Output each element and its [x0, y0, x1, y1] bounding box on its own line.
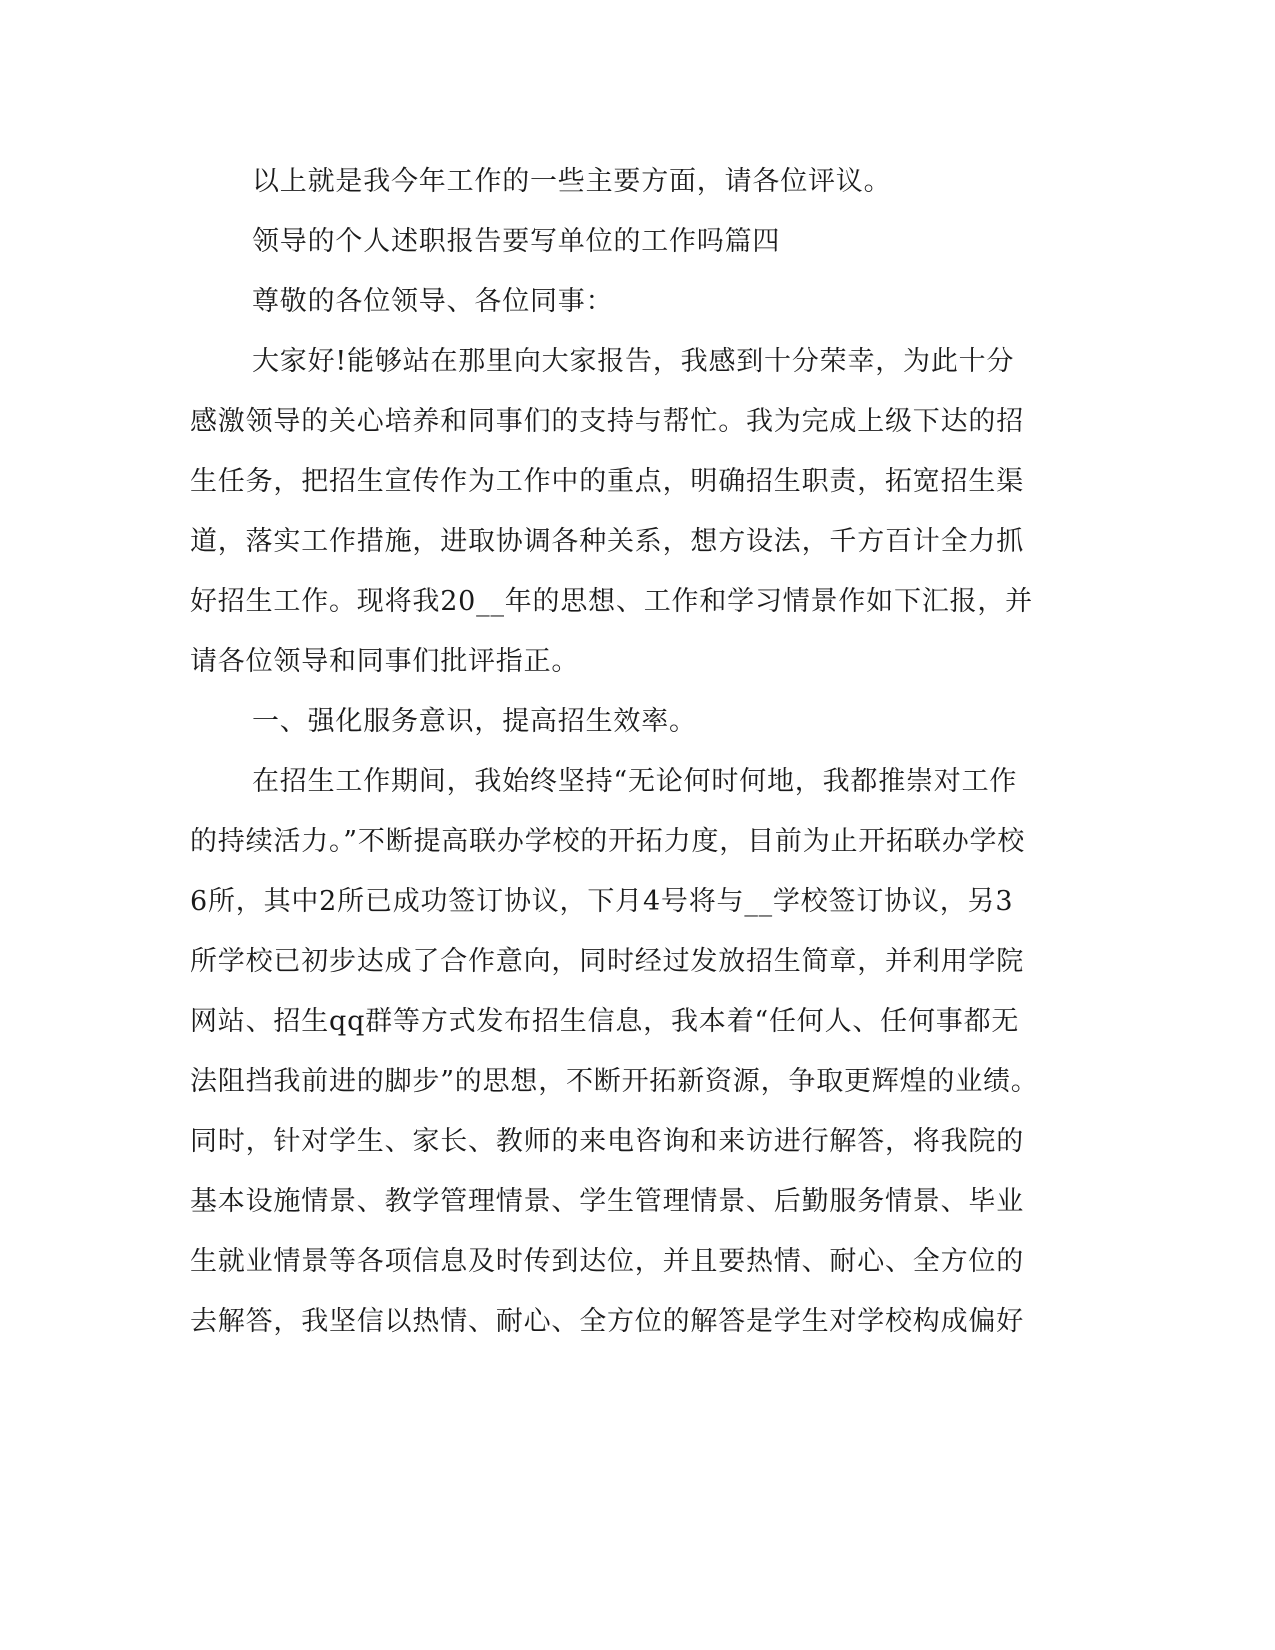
- paragraph-line: 去解答，我坚信以热情、耐心、全方位的解答是学生对学校构成偏好: [190, 1306, 1024, 1337]
- paragraph-closing-line: 以上就是我今年工作的一些主要方面，请各位评议。: [252, 166, 892, 197]
- paragraph-line: 道，落实工作措施，进取协调各种关系，想方设法，千方百计全力抓: [190, 526, 1024, 557]
- paragraph-line: 同时，针对学生、家长、教师的来电咨询和来访进行解答，将我院的: [190, 1126, 1024, 1157]
- paragraph-line: 感激领导的关心培养和同事们的支持与帮忙。我为完成上级下达的招: [190, 406, 1024, 437]
- paragraph-line: 6所，其中2所已成功签订协议，下月4号将与__学校签订协议，另3: [190, 886, 1014, 917]
- paragraph-line: 好招生工作。现将我20__年的思想、工作和学习情景作如下汇报，并: [190, 586, 1033, 617]
- heading-one: 一、强化服务意识，提高招生效率。: [252, 706, 697, 737]
- paragraph-line: 基本设施情景、教学管理情景、学生管理情景、后勤服务情景、毕业: [190, 1186, 1024, 1217]
- paragraph-line: 所学校已初步达成了合作意向，同时经过发放招生简章，并利用学院: [190, 946, 1024, 977]
- paragraph-line: 生任务，把招生宣传作为工作中的重点，明确招生职责，拓宽招生渠: [190, 466, 1024, 497]
- paragraph-line: 生就业情景等各项信息及时传到达位，并且要热情、耐心、全方位的: [190, 1246, 1024, 1277]
- paragraph-line: 法阻挡我前进的脚步”的思想，不断开拓新资源，争取更辉煌的业绩。: [190, 1066, 1039, 1097]
- salutation: 尊敬的各位领导、各位同事：: [252, 286, 614, 317]
- paragraph-line: 大家好!能够站在那里向大家报告，我感到十分荣幸，为此十分: [252, 346, 1015, 377]
- paragraph-line: 在招生工作期间，我始终坚持“无论何时何地，我都推崇对工作: [252, 766, 1018, 797]
- section-title: 领导的个人述职报告要写单位的工作吗篇四: [252, 226, 781, 257]
- paragraph-line: 请各位领导和同事们批评指正。: [190, 646, 580, 677]
- paragraph-line: 的持续活力。”不断提高联办学校的开拓力度，目前为止开拓联办学校: [190, 826, 1026, 857]
- paragraph-line: 网站、招生qq群等方式发布招生信息，我本着“任何人、任何事都无: [190, 1006, 1020, 1037]
